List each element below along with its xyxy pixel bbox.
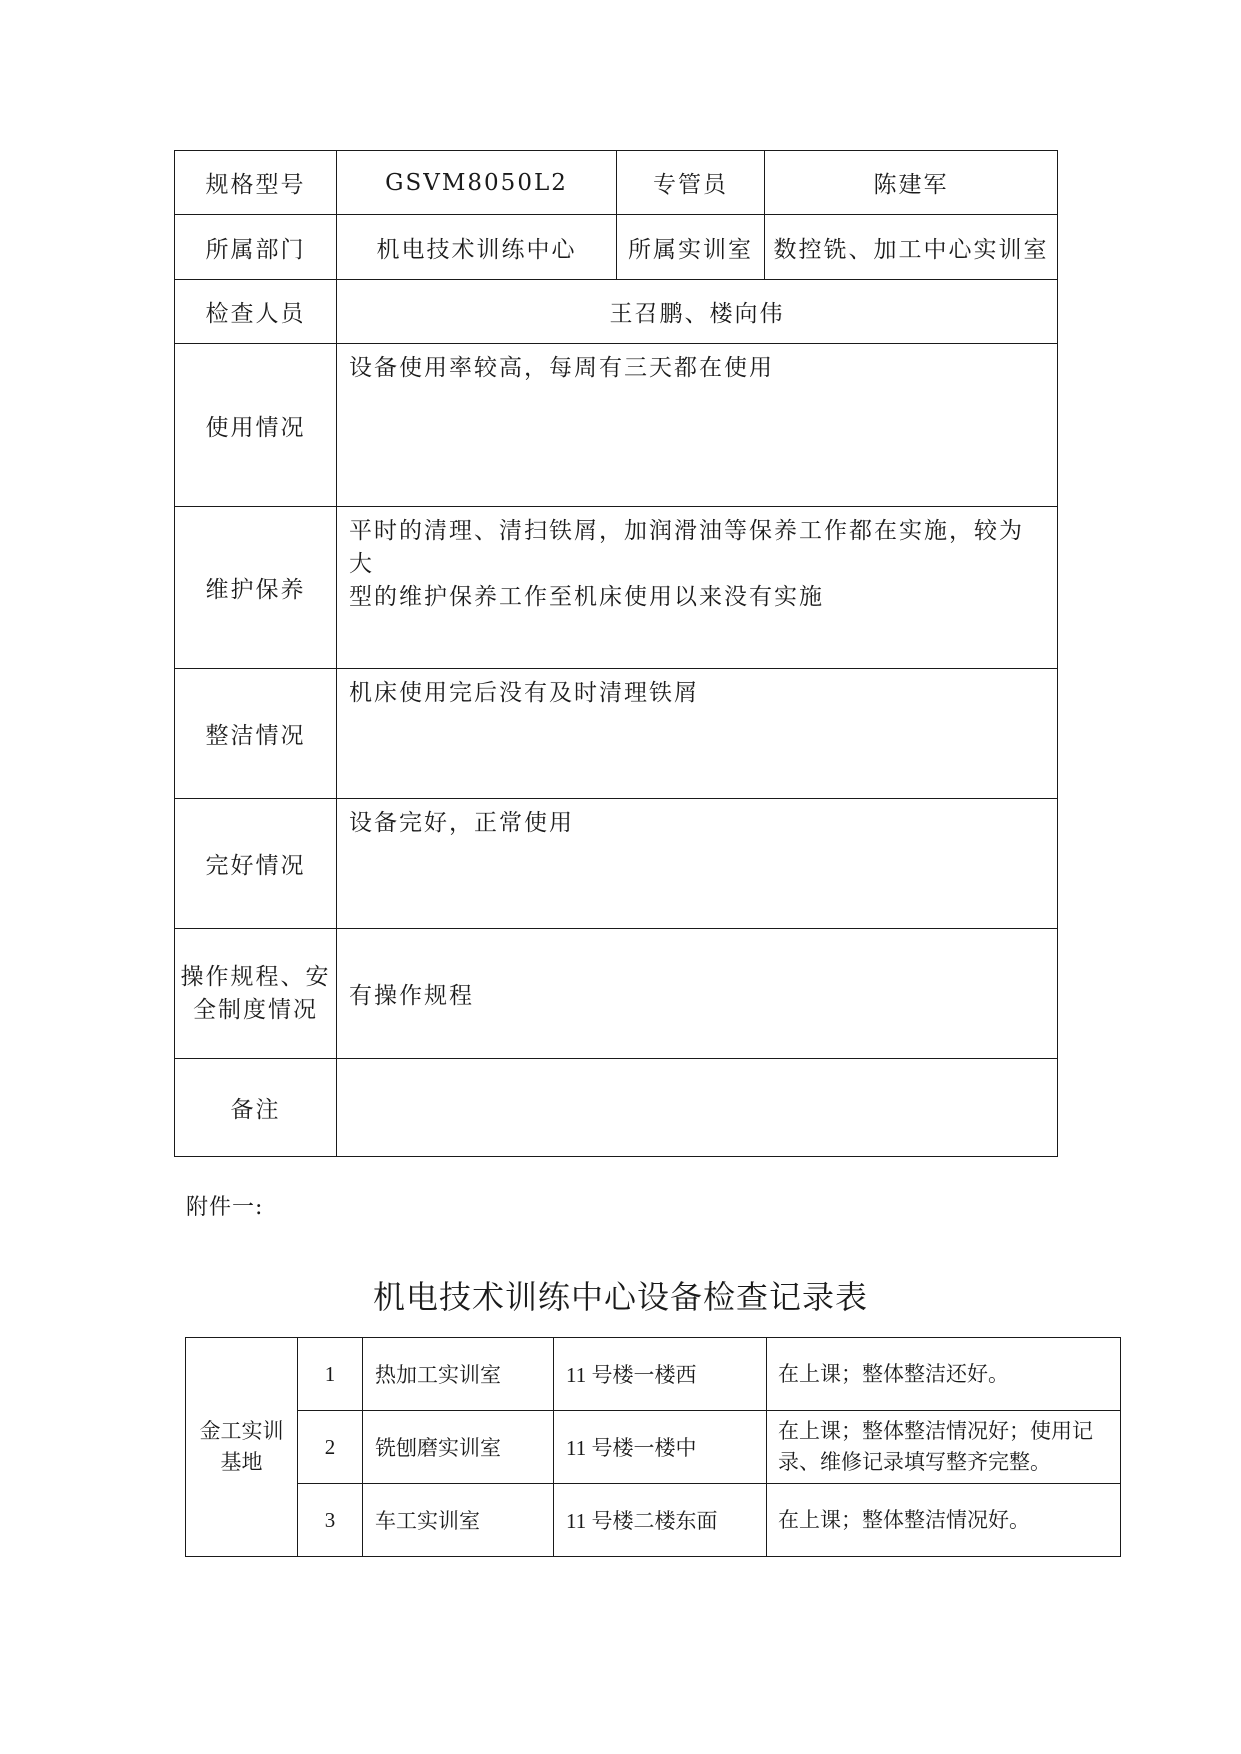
inspection-note (767, 1484, 1121, 1557)
note-line1: 在上课；整体整洁情况好。 (778, 1507, 1030, 1532)
remarks-label: 备注 (175, 1059, 337, 1157)
form-row-condition (175, 799, 1058, 929)
room-location: 11 号楼二楼东面 (554, 1484, 767, 1557)
lab-value: 数控铣、加工中心实训室 (765, 215, 1058, 280)
table-row (186, 1484, 1121, 1557)
usage-label: 使用情况 (175, 344, 337, 507)
manager-value: 陈建军 (765, 151, 1058, 215)
note-line2: 录、维修记录填写整齐完整。 (778, 1450, 1051, 1474)
maintenance-value-line1: 平时的清理、清扫铁屑，加润滑油等保养工作都在实施，较为大 (349, 518, 1024, 577)
rules-label-line2: 全制度情况 (193, 996, 318, 1023)
attachment-label: 附件一: (186, 1195, 264, 1220)
usage-value: 设备使用率较高，每周有三天都在使用 (337, 344, 1058, 507)
maintenance-value-line2: 型的维护保养工作至机床使用以来没有实施 (349, 584, 824, 610)
group-line2: 基地 (220, 1450, 263, 1474)
form-row-maintenance (175, 507, 1058, 669)
rules-label (175, 929, 337, 1059)
form-row-remarks (175, 1059, 1058, 1157)
spec-label: 规格型号 (175, 151, 337, 215)
form-row-dept (175, 215, 1058, 280)
room-location: 11 号楼一楼西 (554, 1338, 767, 1411)
spec-value: GSVM8050L2 (337, 151, 617, 215)
cleanliness-value: 机床使用完后没有及时清理铁屑 (337, 669, 1058, 799)
room-name: 车工实训室 (363, 1484, 554, 1557)
row-number: 3 (298, 1484, 363, 1557)
form-row-rules (175, 929, 1058, 1059)
inspection-note (767, 1411, 1121, 1484)
remarks-value (337, 1059, 1058, 1157)
table-row (186, 1338, 1121, 1411)
inspector-label: 检查人员 (175, 280, 337, 344)
rules-label-line1: 操作规程、安 (180, 963, 331, 990)
room-name: 热加工实训室 (363, 1338, 554, 1411)
form-row-cleanliness (175, 669, 1058, 799)
form-row-usage (175, 344, 1058, 507)
note-line1: 在上课；整体整洁还好。 (778, 1361, 1009, 1386)
dept-value: 机电技术训练中心 (337, 215, 617, 280)
room-location: 11 号楼一楼中 (554, 1411, 767, 1484)
rules-value: 有操作规程 (337, 929, 1058, 1059)
inspection-record-table (185, 1337, 1121, 1557)
group-line1: 金工实训 (199, 1419, 284, 1443)
maintenance-value (337, 507, 1058, 669)
condition-label: 完好情况 (175, 799, 337, 929)
form-row-spec (175, 151, 1058, 215)
maintenance-label: 维护保养 (175, 507, 337, 669)
room-name: 铣刨磨实训室 (363, 1411, 554, 1484)
condition-value: 设备完好，正常使用 (337, 799, 1058, 929)
group-cell (186, 1338, 298, 1557)
table-row (186, 1411, 1121, 1484)
row-number: 2 (298, 1411, 363, 1484)
inspection-note (767, 1338, 1121, 1411)
manager-label: 专管员 (617, 151, 765, 215)
row-number: 1 (298, 1338, 363, 1411)
note-line1: 在上课；整体整洁情况好；使用记 (778, 1419, 1093, 1443)
equipment-inspection-form (174, 150, 1058, 1157)
lab-label: 所属实训室 (617, 215, 765, 280)
form-row-inspector (175, 280, 1058, 344)
cleanliness-label: 整洁情况 (175, 669, 337, 799)
dept-label: 所属部门 (175, 215, 337, 280)
inspector-value: 王召鹏、楼向伟 (337, 280, 1058, 344)
record-table-title: 机电技术训练中心设备检查记录表 (372, 1278, 868, 1316)
